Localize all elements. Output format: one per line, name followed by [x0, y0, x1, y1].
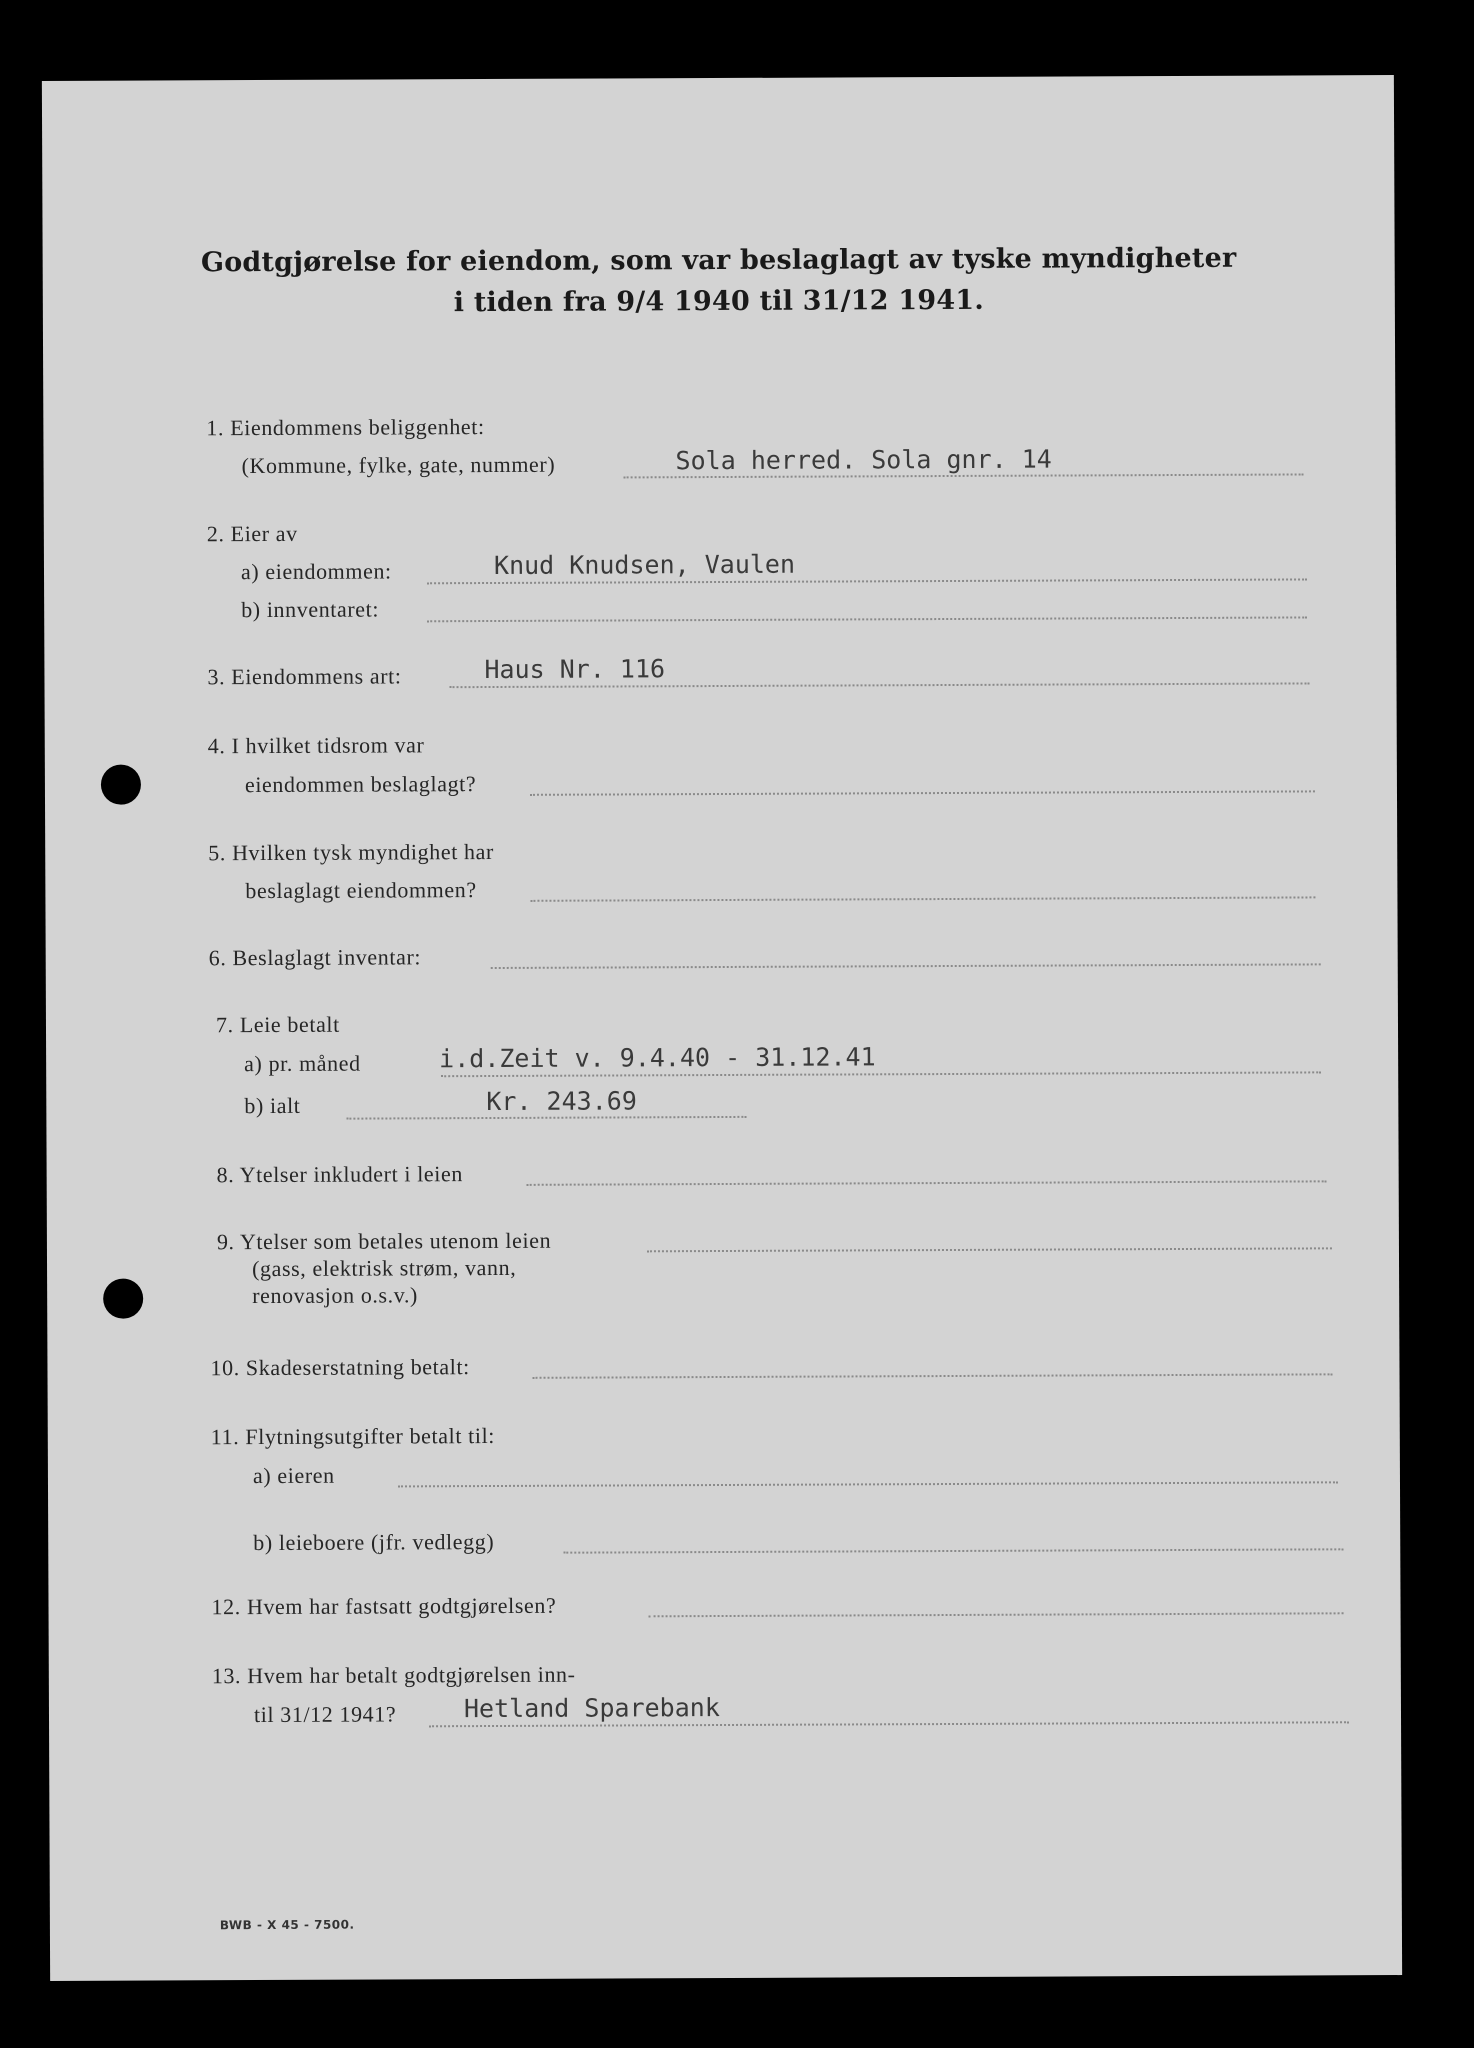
form-sheet — [42, 75, 1402, 1981]
q1-label: 1. Eiendommens beliggenhet: — [206, 414, 485, 441]
q7-label: 7. Leie betalt — [215, 1011, 340, 1038]
q7a-label: a) pr. måned — [244, 1050, 361, 1077]
q12-label: 12. Hvem har fastsatt godtgjørelsen? — [211, 1592, 557, 1620]
printer-code: BWB - X 45 - 7500. — [219, 1917, 355, 1933]
q5-sublabel: beslaglagt eiendommen? — [245, 877, 477, 904]
q3-label: 3. Eiendommens art: — [207, 663, 402, 690]
q2-label: 2. Eier av — [206, 520, 298, 547]
q9-sublabel-1: (gass, elektrisk strøm, vann, — [251, 1254, 517, 1282]
q11-label: 11. Flytningsutgifter betalt til: — [210, 1422, 496, 1450]
q4-answer-line — [530, 790, 1315, 795]
q8-answer-line — [527, 1180, 1327, 1185]
q13-sublabel: til 31/12 1941? — [253, 1701, 397, 1728]
q9-sublabel-2: renovasjon o.s.v.) — [252, 1282, 419, 1309]
q1-sublabel: (Kommune, fylke, gate, nummer) — [241, 451, 556, 479]
q5-answer-line — [530, 896, 1315, 901]
q9-label: 9. Ytelser som betales utenom leien — [216, 1227, 552, 1255]
q6-label: 6. Beslaglagt inventar: — [208, 944, 422, 971]
q8-label: 8. Ytelser inkludert i leien — [216, 1161, 463, 1188]
q7b-answer: Kr. 243.69 — [486, 1086, 637, 1117]
q10-answer-line — [533, 1373, 1333, 1378]
q13-answer: Hetland Sparebank — [463, 1693, 720, 1724]
q2b-answer-line — [427, 616, 1307, 622]
q1-answer: Sola herred. Sola gnr. 14 — [675, 444, 1052, 476]
q2b-label: b) innventaret: — [241, 596, 380, 623]
q7b-answer-line — [346, 1116, 746, 1120]
form-title-line-1: Godtgjørelse for eiendom, som var beslaglagt av tyske myndigheter — [200, 242, 1237, 279]
q5-label: 5. Hvilken tysk myndighet har — [208, 838, 494, 866]
q2a-answer: Knud Knudsen, Vaulen — [493, 549, 796, 580]
q13-label: 13. Hvem har betalt godtgjørelsen inn- — [211, 1661, 576, 1689]
q4-label: 4. I hvilket tidsrom var — [207, 732, 425, 759]
punch-hole — [101, 765, 141, 805]
q11a-label: a) eieren — [252, 1462, 335, 1489]
q3-answer: Haus Nr. 116 — [484, 654, 666, 685]
form-title-line-2: i tiden fra 9/4 1940 til 31/12 1941. — [453, 284, 984, 319]
punch-hole — [103, 1279, 143, 1319]
q6-answer-line — [491, 963, 1321, 969]
q7a-answer: i.d.Zeit v. 9.4.40 - 31.12.41 — [439, 1042, 876, 1074]
q11b-label: b) leieboere (jfr. vedlegg) — [253, 1528, 495, 1556]
q4-sublabel: eiendommen beslaglagt? — [244, 771, 477, 798]
q2a-label: a) eiendommen: — [240, 558, 392, 585]
q11b-answer-line — [563, 1548, 1343, 1553]
q12-answer-line — [649, 1612, 1344, 1617]
q7b-label: b) ialt — [244, 1092, 301, 1119]
q11a-answer-line — [398, 1481, 1338, 1487]
q9-answer-line — [647, 1247, 1332, 1252]
q10-label: 10. Skadeserstatning betalt: — [210, 1354, 470, 1381]
